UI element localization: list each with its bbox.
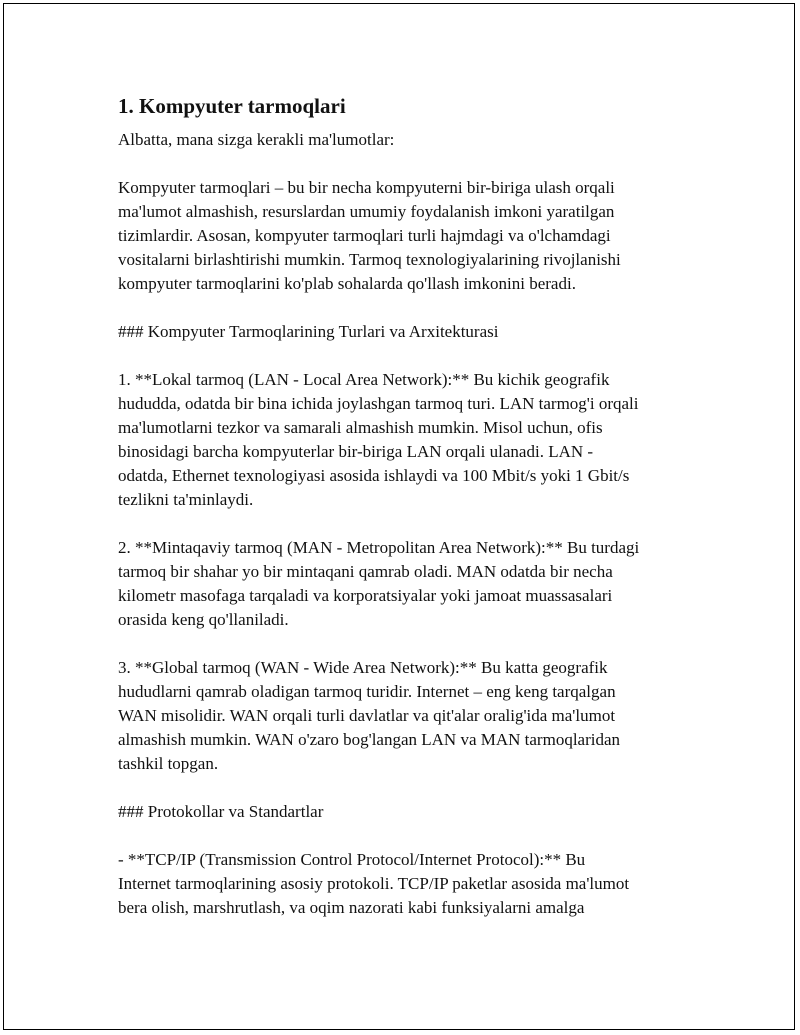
text-line: tashkil topgan. <box>118 754 219 773</box>
text-line: ### Kompyuter Tarmoqlarining Turlari va Arxitekturasi <box>118 322 499 341</box>
text-line: vositalarni birlashtirishi mumkin. Tarmoq texnologiyalarining rivojlanishi <box>118 250 621 269</box>
text-line: binosidagi barcha kompyuterlar bir-biriga LAN orqali ulanadi. LAN - <box>118 442 594 461</box>
paragraph <box>118 176 698 296</box>
paragraph <box>118 368 698 512</box>
text-line: kilometr masofaga tarqaladi va korporatsiyalar yoki jamoat muassasalari <box>118 586 613 605</box>
document-title: 1. Kompyuter tarmoqlari <box>118 94 346 118</box>
text-line: Albatta, mana sizga kerakli ma'lumotlar: <box>118 130 395 149</box>
text-line: - **TCP/IP (Transmission Control Protocol/Internet Protocol):** Bu <box>118 850 586 869</box>
text-line: Internet tarmoqlarining asosiy protokoli. TCP/IP paketlar asosida ma'lumot <box>118 874 630 893</box>
paragraph <box>118 848 698 920</box>
text-line: ### Protokollar va Standartlar <box>118 802 324 821</box>
paragraph <box>118 656 698 776</box>
text-line: 1. **Lokal tarmoq (LAN - Local Area Network):** Bu kichik geografik <box>118 370 610 389</box>
paragraph <box>118 320 698 344</box>
document-body <box>118 92 698 944</box>
text-line: tizimlardir. Asosan, kompyuter tarmoqlari turli hajmdagi va o'lchamdagi <box>118 226 611 245</box>
text-line: WAN misolidir. WAN orqali turli davlatlar va qit'alar oralig'ida ma'lumot <box>118 706 616 725</box>
paragraph <box>118 536 698 632</box>
text-line: 3. **Global tarmoq (WAN - Wide Area Network):** Bu katta geografik <box>118 658 608 677</box>
text-line: ma'lumotlarni tezkor va samarali almashish mumkin. Misol uchun, ofis <box>118 418 603 437</box>
text-line: bera olish, marshrutlash, va oqim nazorati kabi funksiyalarni amalga <box>118 898 585 917</box>
paragraph-list <box>118 128 698 920</box>
paragraph <box>118 128 698 152</box>
text-line: almashish mumkin. WAN o'zaro bog'langan LAN va MAN tarmoqlaridan <box>118 730 621 749</box>
text-line: orasida keng qo'llaniladi. <box>118 610 289 629</box>
text-line: kompyuter tarmoqlarini ko'plab sohalarda qo'llash imkonini beradi. <box>118 274 576 293</box>
paragraph <box>118 800 698 824</box>
text-line: odatda, Ethernet texnologiyasi asosida ishlaydi va 100 Mbit/s yoki 1 Gbit/s <box>118 466 630 485</box>
text-line: tarmoq bir shahar yo bir mintaqani qamrab oladi. MAN odatda bir necha <box>118 562 613 581</box>
text-line: ma'lumot almashish, resurslardan umumiy foydalanish imkoni yaratilgan <box>118 202 615 221</box>
text-line: hududlarni qamrab oladigan tarmoq turidir. Internet – eng keng tarqalgan <box>118 682 616 701</box>
text-line: hududda, odatda bir bina ichida joylashgan tarmoq turi. LAN tarmog'i orqali <box>118 394 639 413</box>
text-line: 2. **Mintaqaviy tarmoq (MAN - Metropolitan Area Network):** Bu turdagi <box>118 538 640 557</box>
text-line: Kompyuter tarmoqlari – bu bir necha kompyuterni bir-biriga ulash orqali <box>118 178 615 197</box>
text-line: tezlikni ta'minlaydi. <box>118 490 254 509</box>
